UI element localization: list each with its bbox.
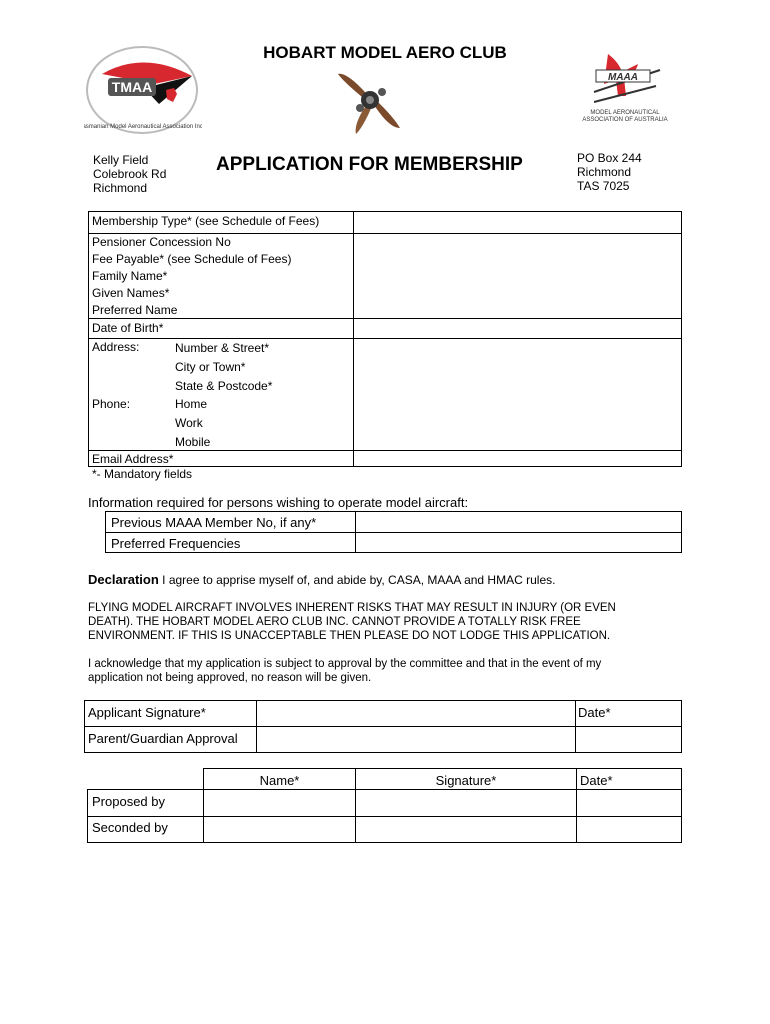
warning-line-1: FLYING MODEL AIRCRAFT INVOLVES INHERENT RISKS THAT MAY RESULT IN INJURY (OR EVEN — [88, 602, 616, 614]
application-title: APPLICATION FOR MEMBERSHIP — [216, 154, 523, 175]
applicant-signature-field[interactable] — [257, 701, 575, 726]
proposed-date-field[interactable] — [577, 790, 681, 816]
proposed-by-label: Proposed by — [92, 794, 165, 809]
postal-address-line-3: TAS 7025 — [577, 179, 630, 193]
family-name-label: Family Name* — [92, 269, 168, 283]
dob-label: Date of Birth* — [92, 321, 164, 335]
address-label: Address: — [92, 340, 140, 354]
seconded-signature-field[interactable] — [356, 817, 576, 842]
tmaa-ring-text: Tasmanian Model Aeronautical Association Inc. — [84, 124, 202, 130]
preferred-name-label: Preferred Name — [92, 303, 178, 317]
name-column-header: Name* — [259, 773, 300, 788]
field-address-line-1: Kelly Field — [93, 153, 149, 167]
state-postcode-label: State & Postcode* — [175, 379, 273, 393]
dob-field[interactable] — [354, 319, 681, 338]
number-street-label: Number & Street* — [175, 341, 270, 355]
tmaa-logo-text: TMAA — [111, 79, 153, 95]
declaration — [88, 571, 555, 589]
applicant-date-label: Date* — [578, 705, 611, 720]
warning-line-3: ENVIRONMENT. IF THIS IS UNACCEPTABLE THEN PLEASE DO NOT LODGE THIS APPLICATION. — [88, 630, 611, 642]
propeller-icon — [334, 64, 406, 136]
field-address-line-3: Richmond — [93, 181, 148, 195]
maaa-number-field[interactable] — [356, 512, 681, 532]
maaa-number-label: Previous MAAA Member No, if any* — [111, 515, 317, 530]
mandatory-note: *- Mandatory fields — [92, 467, 193, 481]
city-town-label: City or Town* — [175, 360, 246, 374]
postal-address-line-1: PO Box 244 — [577, 151, 642, 165]
seconded-by-label: Seconded by — [92, 820, 168, 835]
proposed-signature-field[interactable] — [356, 790, 576, 816]
proposed-name-field[interactable] — [204, 790, 355, 816]
email-label: Email Address* — [92, 452, 174, 466]
field-address-line-2: Colebrook Rd — [93, 167, 167, 181]
seconded-date-field[interactable] — [577, 817, 681, 842]
given-names-label: Given Names* — [92, 286, 170, 300]
declaration-heading: Declaration — [88, 572, 159, 587]
guardian-approval-field[interactable] — [257, 727, 575, 752]
address-phone-field[interactable] — [354, 339, 681, 450]
mobile-phone-label: Mobile — [175, 435, 211, 449]
club-title: HOBART MODEL AERO CLUB — [263, 43, 507, 62]
seconded-name-field[interactable] — [204, 817, 355, 842]
home-phone-label: Home — [175, 397, 208, 411]
membership-type-label: Membership Type* (see Schedule of Fees) — [92, 214, 320, 228]
frequencies-label: Preferred Frequencies — [111, 536, 241, 551]
pensioner-label: Pensioner Concession No — [92, 235, 231, 249]
personal-details-field[interactable] — [354, 234, 681, 318]
acknowledge-line-1: I acknowledge that my application is subject to approval by the committee and that in the event of my — [88, 658, 602, 670]
declaration-text: I agree to apprise myself of, and abide by, CASA, MAAA and HMAC rules. — [158, 573, 556, 587]
maaa-logo-text: MAAA — [608, 72, 638, 83]
aircraft-intro: Information required for persons wishing to operate model aircraft: — [88, 495, 469, 510]
work-phone-label: Work — [175, 416, 203, 430]
tmaa-logo — [84, 44, 202, 136]
guardian-approval-label: Parent/Guardian Approval — [88, 731, 238, 746]
warning-line-2: DEATH). THE HOBART MODEL AERO CLUB INC. CANNOT PROVIDE A TOTALLY RISK FREE — [88, 616, 581, 628]
acknowledge-line-2: application not being approved, no reason will be given. — [88, 672, 372, 684]
signature-column-header: Signature* — [435, 773, 497, 788]
maaa-caption-1: MODEL AERONAUTICAL — [590, 110, 660, 116]
email-field[interactable] — [354, 451, 681, 466]
applicant-signature-label: Applicant Signature* — [88, 705, 206, 720]
maaa-logo — [580, 50, 670, 126]
maaa-caption-2: ASSOCIATION OF AUSTRALIA — [582, 117, 668, 123]
guardian-date-field[interactable] — [576, 727, 681, 752]
frequencies-field[interactable] — [356, 533, 681, 552]
membership-type-field[interactable] — [354, 212, 681, 233]
date-column-header: Date* — [580, 773, 613, 788]
fee-payable-label: Fee Payable* (see Schedule of Fees) — [92, 252, 292, 266]
postal-address-line-2: Richmond — [577, 165, 632, 179]
phone-label: Phone: — [92, 397, 131, 411]
